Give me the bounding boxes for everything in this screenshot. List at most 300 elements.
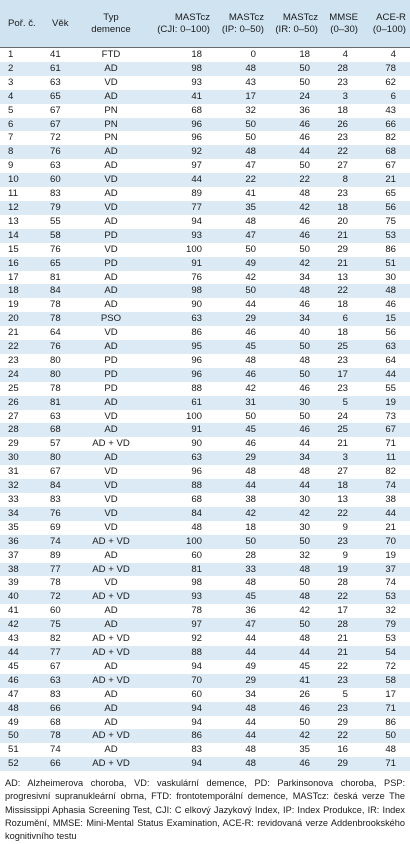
cell-mast-ip: 0 bbox=[214, 48, 268, 62]
cell-mast-ip: 44 bbox=[245, 480, 256, 492]
cell-diagnosis: AD + VD bbox=[92, 438, 130, 450]
cell-mast-ir: 34 bbox=[299, 313, 310, 325]
cell-mast-ir: 50 bbox=[299, 76, 310, 88]
cell-acer: 75 bbox=[385, 215, 396, 227]
cell-age: 84 bbox=[50, 480, 61, 492]
cell-mast-ip: 42 bbox=[245, 271, 256, 283]
cell-mast-ir: 50 bbox=[299, 368, 310, 380]
cell-mast-ir: 44 bbox=[299, 646, 310, 658]
table-row bbox=[0, 215, 410, 229]
cell-mast-ip: 45 bbox=[245, 591, 256, 603]
cell-mmse: 17 bbox=[337, 605, 348, 617]
cell-age: 80 bbox=[50, 452, 61, 464]
cell-age: 84 bbox=[50, 285, 61, 297]
cell-acer: 21 bbox=[385, 174, 396, 186]
cell-mast-cji: 88 bbox=[191, 382, 202, 394]
cell-mmse: 22 bbox=[337, 146, 348, 158]
cell-age: 80 bbox=[50, 368, 61, 380]
cell-mmse: 3 bbox=[342, 452, 348, 464]
table-row bbox=[0, 646, 410, 660]
cell-age: 83 bbox=[50, 188, 61, 200]
cell-diagnosis: AD bbox=[104, 702, 118, 714]
cell-diagnosis: AD + VD bbox=[92, 730, 130, 742]
cell-mast-cji: 96 bbox=[191, 118, 202, 130]
table-row bbox=[0, 465, 410, 479]
cell-no: 20 bbox=[8, 313, 19, 325]
cell-mmse: 23 bbox=[337, 76, 348, 88]
cell-diagnosis: PD bbox=[104, 368, 118, 380]
cell-mast-ir: 46 bbox=[299, 132, 310, 144]
cell-mast-cji: 100 bbox=[185, 410, 202, 422]
cell-diagnosis: AD + VD bbox=[92, 758, 130, 770]
cell-mast-cji: 94 bbox=[191, 758, 202, 770]
header-mast-ip bbox=[214, 0, 268, 48]
cell-age: 60 bbox=[50, 174, 61, 186]
cell-age: 65 bbox=[50, 257, 61, 269]
cell-acer: 19 bbox=[385, 396, 396, 408]
cell-mast-ir: 50 bbox=[299, 243, 310, 255]
cell-mast-ir: 46 bbox=[299, 229, 310, 241]
header-mast-ip-line2: (IP: 0–50) bbox=[221, 23, 264, 35]
cell-mmse: 22 bbox=[337, 285, 348, 297]
cell-age: 78 bbox=[50, 299, 61, 311]
cell-age: 77 bbox=[50, 646, 61, 658]
cell-age: 63 bbox=[50, 76, 61, 88]
cell-mast-ir: 30 bbox=[299, 521, 310, 533]
cell-mast-cji: 100 bbox=[185, 243, 202, 255]
table-row bbox=[0, 131, 410, 145]
cell-mast-ir: 50 bbox=[299, 410, 310, 422]
cell-mmse: 22 bbox=[337, 730, 348, 742]
cell-no: 52 bbox=[8, 758, 19, 770]
cell-mmse: 22 bbox=[337, 507, 348, 519]
cell-mast-ir: 50 bbox=[299, 619, 310, 631]
cell-mmse: 18 bbox=[337, 327, 348, 339]
header-mast-cji bbox=[144, 0, 214, 48]
cell-acer: 62 bbox=[385, 76, 396, 88]
cell-mast-ip: 48 bbox=[245, 744, 256, 756]
table-row bbox=[0, 632, 410, 646]
cell-age: 77 bbox=[50, 563, 61, 575]
cell-diagnosis: VD bbox=[104, 174, 118, 186]
cell-mmse: 23 bbox=[337, 674, 348, 686]
cell-no: 48 bbox=[8, 702, 19, 714]
cell-acer: 65 bbox=[385, 188, 396, 200]
cell-no: 6 bbox=[8, 118, 14, 130]
cell-no: 50 bbox=[8, 730, 19, 742]
cell-diagnosis: PD bbox=[104, 382, 118, 394]
cell-mast-cji: 96 bbox=[191, 368, 202, 380]
cell-diagnosis: AD + VD bbox=[92, 646, 130, 658]
table-row bbox=[0, 340, 410, 354]
table-row bbox=[0, 604, 410, 618]
cell-acer: 38 bbox=[385, 494, 396, 505]
header-diagnosis-line2: demence bbox=[91, 23, 131, 35]
table-row bbox=[0, 493, 410, 507]
cell-mast-ir: 44 bbox=[299, 146, 310, 158]
cell-mast-cji: 76 bbox=[191, 271, 202, 283]
cell-acer: 50 bbox=[385, 730, 396, 742]
cell-no: 2 bbox=[8, 62, 14, 74]
cell-no: 23 bbox=[8, 354, 19, 366]
cell-diagnosis: AD + VD bbox=[92, 674, 130, 686]
table-row bbox=[0, 729, 410, 743]
cell-diagnosis: VD bbox=[104, 480, 118, 492]
cell-age: 76 bbox=[50, 341, 61, 353]
cell-no: 36 bbox=[8, 535, 19, 547]
cell-age: 64 bbox=[50, 327, 61, 339]
cell-diagnosis: AD bbox=[104, 452, 118, 464]
cell-age: 76 bbox=[50, 243, 61, 255]
cell-mmse: 23 bbox=[337, 535, 348, 547]
cell-no: 18 bbox=[8, 285, 19, 297]
table-row bbox=[0, 76, 410, 90]
cell-mast-cji: 94 bbox=[191, 660, 202, 672]
cell-age: 67 bbox=[50, 104, 61, 116]
cell-no: 4 bbox=[8, 90, 14, 102]
cell-mast-cji: 61 bbox=[191, 396, 202, 408]
cell-mast-cji: 60 bbox=[191, 688, 202, 700]
cell-mmse: 24 bbox=[337, 410, 348, 422]
table-row bbox=[0, 535, 410, 549]
cell-diagnosis: PD bbox=[104, 354, 118, 366]
cell-mast-ip: 48 bbox=[245, 702, 256, 714]
cell-mast-ip: 45 bbox=[245, 424, 256, 436]
table-row bbox=[0, 104, 410, 118]
cell-acer: 46 bbox=[385, 299, 396, 311]
cell-mast-cji: 94 bbox=[191, 716, 202, 728]
cell-diagnosis: AD + VD bbox=[92, 591, 130, 603]
cell-diagnosis: AD + VD bbox=[92, 633, 130, 645]
cell-mast-ir: 46 bbox=[299, 758, 310, 770]
cell-mmse: 6 bbox=[342, 313, 348, 325]
cell-mast-cji: 88 bbox=[191, 646, 202, 658]
cell-mast-ip: 48 bbox=[245, 758, 256, 770]
cell-diagnosis: AD bbox=[104, 271, 118, 283]
table-row bbox=[0, 382, 410, 396]
cell-diagnosis: AD bbox=[104, 688, 118, 700]
cell-mast-cji: 97 bbox=[191, 619, 202, 631]
cell-no: 38 bbox=[8, 563, 19, 575]
cell-mast-ir: 48 bbox=[299, 633, 310, 645]
cell-diagnosis: AD bbox=[104, 146, 118, 158]
cell-no: 51 bbox=[8, 744, 19, 756]
cell-mast-ip: 38 bbox=[245, 494, 256, 505]
cell-mast-ir: 22 bbox=[299, 174, 310, 186]
cell-mast-ip: 50 bbox=[245, 410, 256, 422]
cell-acer: 11 bbox=[386, 452, 396, 464]
cell-mast-cji: 93 bbox=[191, 76, 202, 88]
cell-mast-cji: 93 bbox=[191, 229, 202, 241]
cell-diagnosis: AD bbox=[104, 341, 118, 353]
cell-age: 68 bbox=[50, 716, 61, 728]
cell-acer: 53 bbox=[385, 229, 396, 241]
cell-diagnosis: AD bbox=[104, 62, 118, 74]
cell-mast-cji: 96 bbox=[191, 354, 202, 366]
cell-no: 19 bbox=[8, 299, 19, 311]
cell-mast-ir: 46 bbox=[299, 382, 310, 394]
cell-diagnosis: AD + VD bbox=[92, 563, 130, 575]
cell-mast-ip: 47 bbox=[245, 229, 256, 241]
cell-mmse: 17 bbox=[337, 368, 348, 380]
cell-mast-cji: 93 bbox=[191, 591, 202, 603]
cell-mast-ip: 48 bbox=[245, 146, 256, 158]
cell-acer: 54 bbox=[385, 646, 396, 658]
cell-mast-ip: 44 bbox=[245, 730, 256, 742]
table-row bbox=[0, 201, 410, 215]
cell-acer: 48 bbox=[385, 744, 396, 756]
cell-acer: 72 bbox=[385, 660, 396, 672]
cell-mast-ir: 24 bbox=[299, 90, 310, 102]
cell-mast-ir: 42 bbox=[299, 507, 310, 519]
table-row bbox=[0, 243, 410, 257]
cell-no: 24 bbox=[8, 368, 19, 380]
cell-mast-ip: 46 bbox=[245, 438, 256, 450]
table-body bbox=[0, 48, 410, 772]
cell-mast-ir: 35 bbox=[299, 744, 310, 756]
cell-mmse: 29 bbox=[337, 716, 348, 728]
cell-mast-cji: 81 bbox=[191, 563, 202, 575]
cell-mast-ir: 41 bbox=[299, 674, 310, 686]
cell-age: 67 bbox=[50, 118, 61, 130]
cell-mast-ip: 29 bbox=[245, 452, 256, 464]
cell-diagnosis: AD bbox=[104, 744, 118, 756]
cell-acer: 71 bbox=[385, 758, 396, 770]
cell-diagnosis: PSO bbox=[100, 313, 122, 325]
cell-diagnosis: VD bbox=[104, 410, 118, 422]
cell-age: 66 bbox=[50, 758, 61, 770]
table-row bbox=[0, 702, 410, 716]
cell-acer: 74 bbox=[385, 577, 396, 589]
cell-acer: 48 bbox=[385, 285, 396, 297]
cell-mmse: 28 bbox=[337, 62, 348, 74]
cell-mast-cji: 78 bbox=[191, 605, 202, 617]
cell-mast-ip: 49 bbox=[245, 257, 256, 269]
table-row bbox=[0, 757, 410, 771]
cell-diagnosis: FTD bbox=[78, 48, 144, 62]
cell-mmse: 22 bbox=[337, 591, 348, 603]
cell-age: 76 bbox=[50, 146, 61, 158]
cell-mast-ir: 46 bbox=[299, 702, 310, 714]
cell-mmse: 23 bbox=[337, 702, 348, 714]
cell-age: 78 bbox=[50, 382, 61, 394]
cell-mmse: 29 bbox=[337, 758, 348, 770]
table-header bbox=[0, 0, 410, 48]
cell-mast-ir: 50 bbox=[299, 341, 310, 353]
table-row bbox=[0, 688, 410, 702]
cell-acer: 44 bbox=[385, 507, 396, 519]
table-row bbox=[0, 521, 410, 535]
table-row bbox=[0, 173, 410, 187]
cell-mast-ir: 50 bbox=[299, 160, 310, 172]
cell-acer: 53 bbox=[385, 633, 396, 645]
cell-diagnosis: VD bbox=[104, 243, 118, 255]
cell-mmse: 13 bbox=[337, 271, 348, 283]
cell-diagnosis: VD bbox=[104, 201, 118, 213]
cell-mast-ir: 42 bbox=[299, 730, 310, 742]
cell-no: 3 bbox=[8, 76, 14, 88]
cell-mast-cji: 83 bbox=[191, 744, 202, 756]
table-row bbox=[0, 326, 410, 340]
cell-diagnosis: AD bbox=[104, 424, 118, 436]
cell-acer: 74 bbox=[385, 480, 396, 492]
cell-mmse: 18 bbox=[337, 104, 348, 116]
cell-acer: 43 bbox=[385, 104, 396, 116]
cell-mmse: 9 bbox=[342, 521, 348, 533]
cell-mast-ir: 46 bbox=[299, 299, 310, 311]
cell-mast-ip: 41 bbox=[245, 188, 256, 200]
cell-mast-cji: 97 bbox=[191, 160, 202, 172]
cell-mast-cji: 94 bbox=[191, 215, 202, 227]
cell-age: 83 bbox=[50, 688, 61, 700]
cell-mast-ip: 49 bbox=[245, 660, 256, 672]
cell-age: 68 bbox=[50, 424, 61, 436]
cell-mast-ip: 43 bbox=[245, 76, 256, 88]
cell-mast-ip: 34 bbox=[245, 688, 256, 700]
cell-diagnosis: PN bbox=[104, 118, 118, 130]
cell-age: 67 bbox=[50, 466, 61, 478]
cell-mast-ip: 47 bbox=[245, 619, 256, 631]
cell-acer: 79 bbox=[385, 619, 396, 631]
cell-acer: 15 bbox=[385, 313, 396, 325]
cell-diagnosis: AD bbox=[104, 549, 118, 561]
cell-diagnosis: AD + VD bbox=[92, 535, 130, 547]
cell-mast-ip: 48 bbox=[245, 215, 256, 227]
cell-no: 30 bbox=[8, 452, 19, 464]
cell-acer: 71 bbox=[385, 438, 396, 450]
header-acer bbox=[362, 0, 410, 48]
cell-no: 7 bbox=[8, 132, 14, 144]
cell-mast-cji: 88 bbox=[191, 480, 202, 492]
cell-acer: 44 bbox=[385, 368, 396, 380]
cell-mmse: 23 bbox=[337, 188, 348, 200]
cell-mast-ip: 29 bbox=[245, 313, 256, 325]
cell-acer: 73 bbox=[385, 410, 396, 422]
cell-mast-ip: 48 bbox=[245, 466, 256, 478]
cell-acer: 32 bbox=[385, 605, 396, 617]
cell-mast-ir: 44 bbox=[299, 438, 310, 450]
cell-mast-cji: 86 bbox=[191, 327, 202, 339]
header-diagnosis-line1: Typ bbox=[103, 11, 119, 23]
cell-mast-ir: 42 bbox=[299, 201, 310, 213]
cell-mast-cji: 96 bbox=[191, 466, 202, 478]
cell-mast-ir: 36 bbox=[299, 104, 310, 116]
cell-diagnosis: AD bbox=[104, 660, 118, 672]
cell-no: 27 bbox=[8, 410, 19, 422]
table-row bbox=[0, 118, 410, 132]
cell-diagnosis: PN bbox=[104, 132, 118, 144]
cell-mast-cji: 41 bbox=[191, 90, 202, 102]
header-mast-ir bbox=[268, 0, 322, 48]
cell-age: 63 bbox=[50, 410, 61, 422]
cell-age: 55 bbox=[50, 215, 61, 227]
cell-no: 10 bbox=[8, 174, 19, 186]
header-acer-line1: ACE-R bbox=[376, 11, 406, 23]
cell-mast-ir: 26 bbox=[299, 688, 310, 700]
cell-no: 39 bbox=[8, 577, 19, 589]
cell-mast-ir: 46 bbox=[299, 215, 310, 227]
cell-no: 44 bbox=[8, 646, 19, 658]
cell-age: 80 bbox=[50, 354, 61, 366]
cell-age: 41 bbox=[44, 48, 78, 62]
cell-mast-ip: 44 bbox=[245, 633, 256, 645]
cell-mmse: 18 bbox=[337, 299, 348, 311]
cell-acer: 70 bbox=[385, 535, 396, 547]
cell-mast-cji: 60 bbox=[191, 549, 202, 561]
cell-mast-ir: 30 bbox=[299, 494, 310, 505]
header-mast-ir-line2: (IR: 0–50) bbox=[275, 23, 318, 35]
cell-mast-cji: 90 bbox=[191, 438, 202, 450]
cell-diagnosis: VD bbox=[104, 507, 118, 519]
cell-mmse: 21 bbox=[337, 257, 348, 269]
table-row bbox=[0, 257, 410, 271]
cell-mast-cji: 44 bbox=[191, 174, 202, 186]
table-row bbox=[0, 563, 410, 577]
cell-acer: 17 bbox=[385, 688, 396, 700]
cell-mast-ir: 42 bbox=[299, 605, 310, 617]
cell-diagnosis: VD bbox=[104, 327, 118, 339]
cell-no: 28 bbox=[8, 424, 19, 436]
table-row bbox=[0, 451, 410, 465]
cell-no: 37 bbox=[8, 549, 19, 561]
cell-age: 79 bbox=[50, 201, 61, 213]
cell-diagnosis: AD bbox=[104, 396, 118, 408]
cell-diagnosis: AD bbox=[104, 605, 118, 617]
cell-no: 21 bbox=[8, 327, 19, 339]
cell-acer: 56 bbox=[385, 201, 396, 213]
cell-mast-cji: 92 bbox=[191, 633, 202, 645]
cell-mast-ir: 18 bbox=[268, 48, 322, 62]
header-mast-cji-line2: (CJI: 0–100) bbox=[157, 23, 210, 35]
cell-no: 13 bbox=[8, 215, 19, 227]
cell-mast-ip: 35 bbox=[245, 201, 256, 213]
cell-mmse: 25 bbox=[337, 341, 348, 353]
cell-mast-ip: 32 bbox=[245, 104, 256, 116]
cell-mast-ir: 48 bbox=[299, 188, 310, 200]
header-mast-ir-line1: MASTcz bbox=[282, 11, 318, 23]
cell-mast-ip: 28 bbox=[245, 549, 256, 561]
cell-no: 32 bbox=[8, 480, 19, 492]
cell-mmse: 21 bbox=[337, 646, 348, 658]
cell-mmse: 25 bbox=[337, 424, 348, 436]
cell-mast-ir: 46 bbox=[299, 118, 310, 130]
cell-mast-ip: 48 bbox=[245, 354, 256, 366]
header-mmse-line2: (0–30) bbox=[330, 23, 358, 35]
table-row bbox=[0, 312, 410, 326]
cell-age: 57 bbox=[50, 438, 61, 450]
cell-diagnosis: AD bbox=[104, 160, 118, 172]
cell-mast-ip: 33 bbox=[245, 563, 256, 575]
cell-age: 74 bbox=[50, 744, 61, 756]
cell-mast-ip: 42 bbox=[245, 382, 256, 394]
cell-acer: 68 bbox=[385, 146, 396, 158]
cell-diagnosis: AD bbox=[104, 716, 118, 728]
cell-mast-ip: 48 bbox=[245, 577, 256, 589]
cell-mast-ir: 46 bbox=[299, 424, 310, 436]
cell-acer: 82 bbox=[385, 132, 396, 144]
cell-mast-cji: 94 bbox=[191, 702, 202, 714]
cell-acer: 53 bbox=[385, 591, 396, 603]
cell-mast-cji: 89 bbox=[191, 188, 202, 200]
cell-mmse: 27 bbox=[337, 160, 348, 172]
table-footnote: AD: Alzheimerova choroba, VD: vaskulární demence, PD: Parkinsonova choroba, PSP: progresivní supranukleární obrna, FTD: frontotemporální demence, MASTcz: česká verze The Mississippi Aphasia Screening Test, CJI: C elkový Jazykový Index, IP: Index Produkce, IR: Index Rozumění, MMSE: Mini-Mental Status Examination, ACE-R: revidovaná verze Addenbrookského kognitivního testu bbox=[5, 778, 405, 842]
cell-acer: 6 bbox=[390, 90, 396, 102]
cell-mmse: 21 bbox=[337, 229, 348, 241]
cell-mast-ir: 45 bbox=[299, 660, 310, 672]
cell-diagnosis: PD bbox=[104, 229, 118, 241]
header-mmse-line1: MMSE bbox=[329, 11, 358, 23]
cell-mast-ip: 44 bbox=[245, 299, 256, 311]
